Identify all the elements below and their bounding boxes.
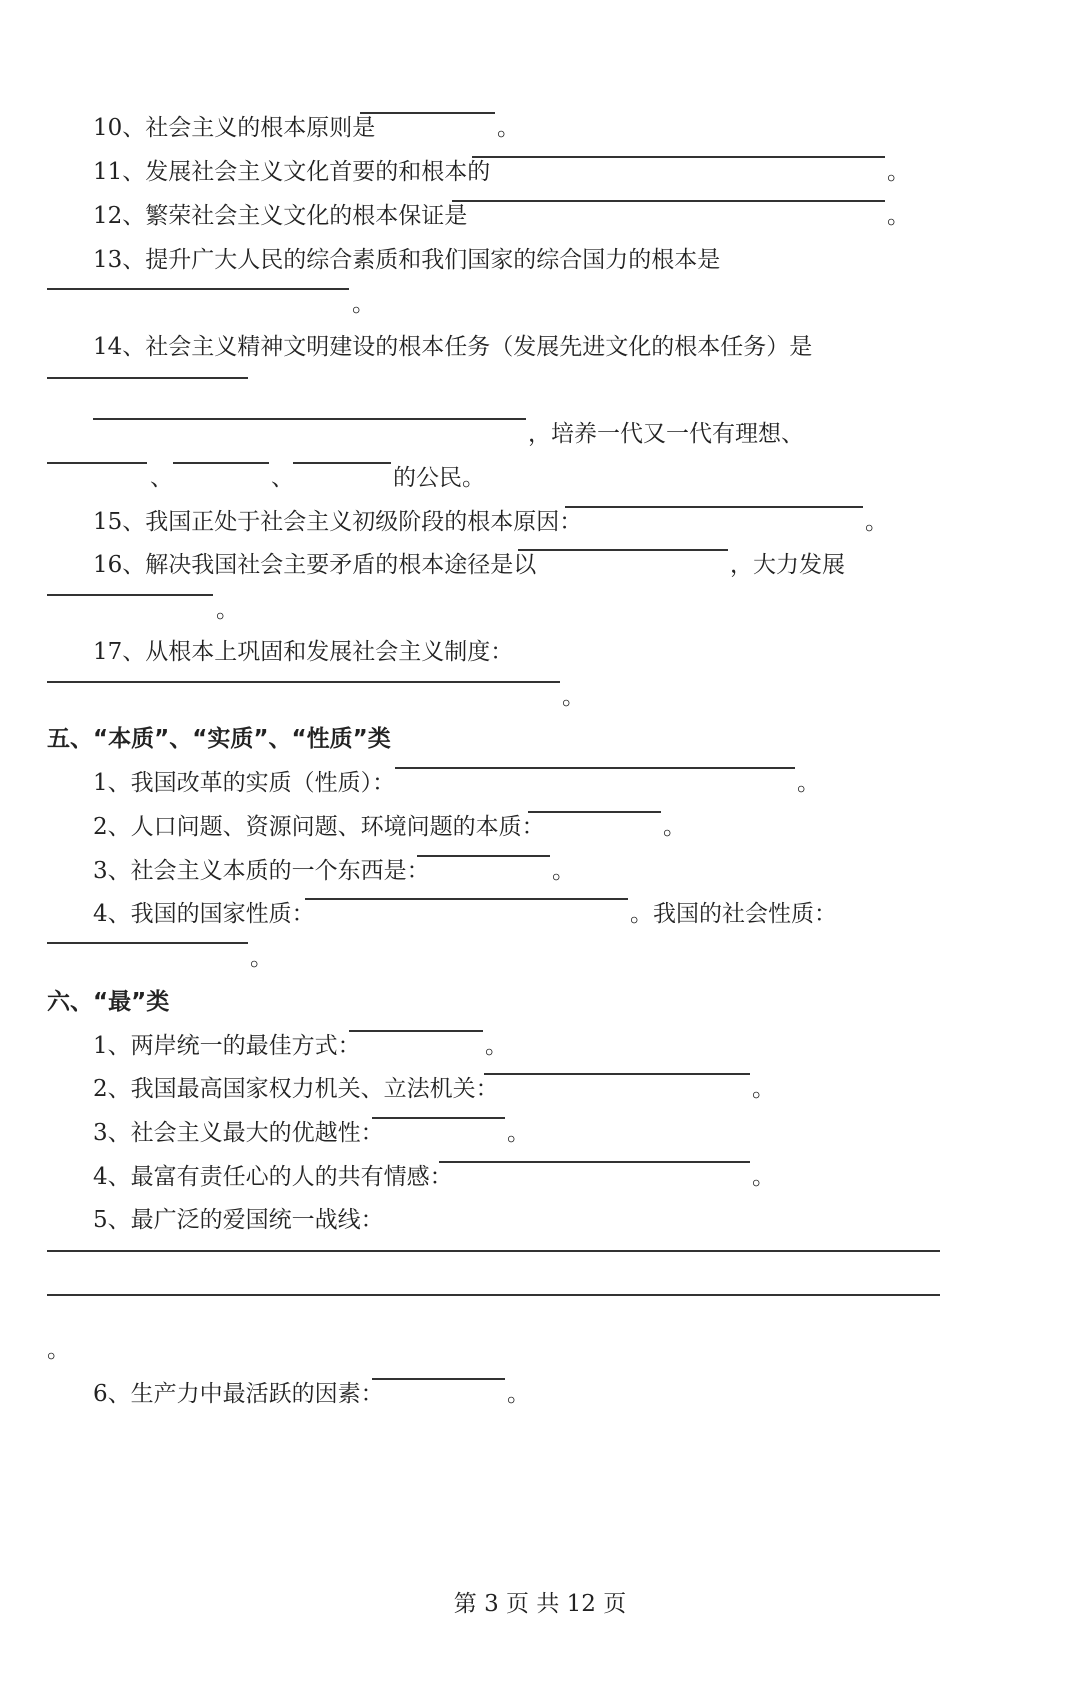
question-text: 2、我国最高国家权力机关、立法机关： [93, 1076, 499, 1102]
s6-question-4 [0, 1161, 1080, 1193]
period: 。 [485, 1033, 508, 1059]
question-text: ，培养一代又一代有理想、 [528, 421, 804, 447]
period: 。 [752, 1164, 775, 1190]
section-6-heading [0, 986, 1080, 1018]
answer-blank[interactable] [47, 288, 349, 290]
question-15 [0, 506, 1080, 538]
period: 。 [752, 1076, 775, 1102]
section-title: 六、“最”类 [47, 989, 170, 1015]
s6-question-3 [0, 1117, 1080, 1149]
answer-blank[interactable] [47, 377, 248, 379]
question-14-answer-line-3 [0, 462, 1080, 494]
answer-blank[interactable] [47, 594, 213, 596]
answer-blank[interactable] [47, 1294, 940, 1296]
question-text: 的公民。 [393, 465, 485, 491]
answer-blank[interactable] [47, 462, 147, 464]
period: 。 [797, 770, 820, 796]
s6-question-6 [0, 1378, 1080, 1410]
question-text: 10、社会主义的根本原则是 [93, 115, 376, 141]
question-10 [0, 112, 1080, 144]
answer-blank[interactable] [565, 506, 863, 508]
answer-blank[interactable] [452, 200, 885, 202]
period: 。 [250, 945, 273, 971]
question-text: 15、我国正处于社会主义初级阶段的根本原因： [93, 509, 583, 535]
period: 。 [552, 858, 575, 884]
separator: 、 [271, 465, 294, 491]
answer-blank[interactable] [293, 462, 391, 464]
s5-question-2 [0, 811, 1080, 843]
section-title: 五、“本质”、“实质”、“性质”类 [47, 726, 391, 752]
answer-blank[interactable] [417, 855, 550, 857]
period: 。 [47, 1337, 70, 1363]
question-text: ，大力发展 [730, 552, 845, 578]
page-number-footer: 第 3 页 共 12 页 [453, 1591, 627, 1617]
answer-blank[interactable] [93, 418, 526, 420]
period: 。 [865, 509, 888, 535]
question-text: 6、生产力中最活跃的因素： [93, 1381, 384, 1407]
answer-blank[interactable] [372, 1117, 505, 1119]
question-16 [0, 549, 1080, 581]
question-text: 11、发展社会主义文化首要的和根本的 [93, 159, 491, 185]
s5-question-4-answer-line [0, 942, 1080, 974]
s6-question-2 [0, 1073, 1080, 1105]
answer-blank[interactable] [173, 462, 269, 464]
answer-blank[interactable] [439, 1161, 750, 1163]
question-11 [0, 156, 1080, 188]
answer-blank[interactable] [484, 1073, 750, 1075]
answer-blank[interactable] [472, 156, 885, 158]
section-5-heading [0, 723, 1080, 755]
period: 。 [507, 1381, 530, 1407]
question-text: 5、最广泛的爱国统一战线： [93, 1207, 384, 1233]
question-text: 4、我国的国家性质： [93, 901, 315, 927]
answer-blank[interactable] [349, 1030, 483, 1032]
period: 。 [562, 684, 585, 710]
s6-question-5-answer-line-2 [0, 1294, 1080, 1326]
question-text: 4、最富有责任心的人的共有情感： [93, 1164, 453, 1190]
question-text: 12、繁荣社会主义文化的根本保证是 [93, 203, 468, 229]
answer-blank[interactable] [47, 681, 560, 683]
period: 。 [507, 1120, 530, 1146]
question-text: 16、解决我国社会主要矛盾的根本途径是以 [93, 552, 537, 578]
question-text: 。我国的社会性质： [630, 901, 837, 927]
answer-blank[interactable] [528, 811, 661, 813]
question-text: 17、从根本上巩固和发展社会主义制度： [93, 639, 514, 665]
question-text: 1、两岸统一的最佳方式： [93, 1033, 361, 1059]
period: 。 [216, 597, 239, 623]
question-16-answer-line [0, 594, 1080, 626]
question-12 [0, 200, 1080, 232]
question-13-answer-line [0, 288, 1080, 320]
question-text: 2、人口问题、资源问题、环境问题的本质： [93, 814, 545, 840]
s5-question-3 [0, 855, 1080, 887]
s5-question-1 [0, 767, 1080, 799]
question-14 [0, 331, 1080, 363]
period: 。 [497, 115, 520, 141]
question-14-answer-line-2 [0, 418, 1080, 450]
s6-question-1 [0, 1030, 1080, 1062]
question-text: 3、社会主义本质的一个东西是： [93, 858, 430, 884]
separator: 、 [150, 465, 173, 491]
question-14-answer-line-1 [0, 377, 1080, 409]
question-text: 13、提升广大人民的综合素质和我们国家的综合国力的根本是 [93, 247, 721, 273]
answer-blank[interactable] [305, 898, 628, 900]
answer-blank[interactable] [372, 1378, 505, 1380]
answer-blank[interactable] [47, 1250, 940, 1252]
question-17-answer-line [0, 681, 1080, 713]
s6-question-5 [0, 1204, 1080, 1236]
answer-blank[interactable] [395, 767, 795, 769]
question-13 [0, 244, 1080, 276]
s5-question-4 [0, 898, 1080, 930]
period: 。 [887, 159, 910, 185]
period: 。 [352, 291, 375, 317]
answer-blank[interactable] [47, 942, 248, 944]
question-17 [0, 636, 1080, 668]
period: 。 [887, 203, 910, 229]
s6-question-5-answer-line-1 [0, 1250, 1080, 1282]
s6-question-5-end [0, 1334, 1080, 1366]
question-text: 1、我国改革的实质（性质）： [93, 770, 396, 796]
question-text: 14、社会主义精神文明建设的根本任务（发展先进文化的根本任务）是 [93, 334, 813, 360]
period: 。 [663, 814, 686, 840]
question-text: 3、社会主义最大的优越性： [93, 1120, 384, 1146]
answer-blank[interactable] [518, 549, 728, 551]
answer-blank[interactable] [360, 112, 495, 114]
